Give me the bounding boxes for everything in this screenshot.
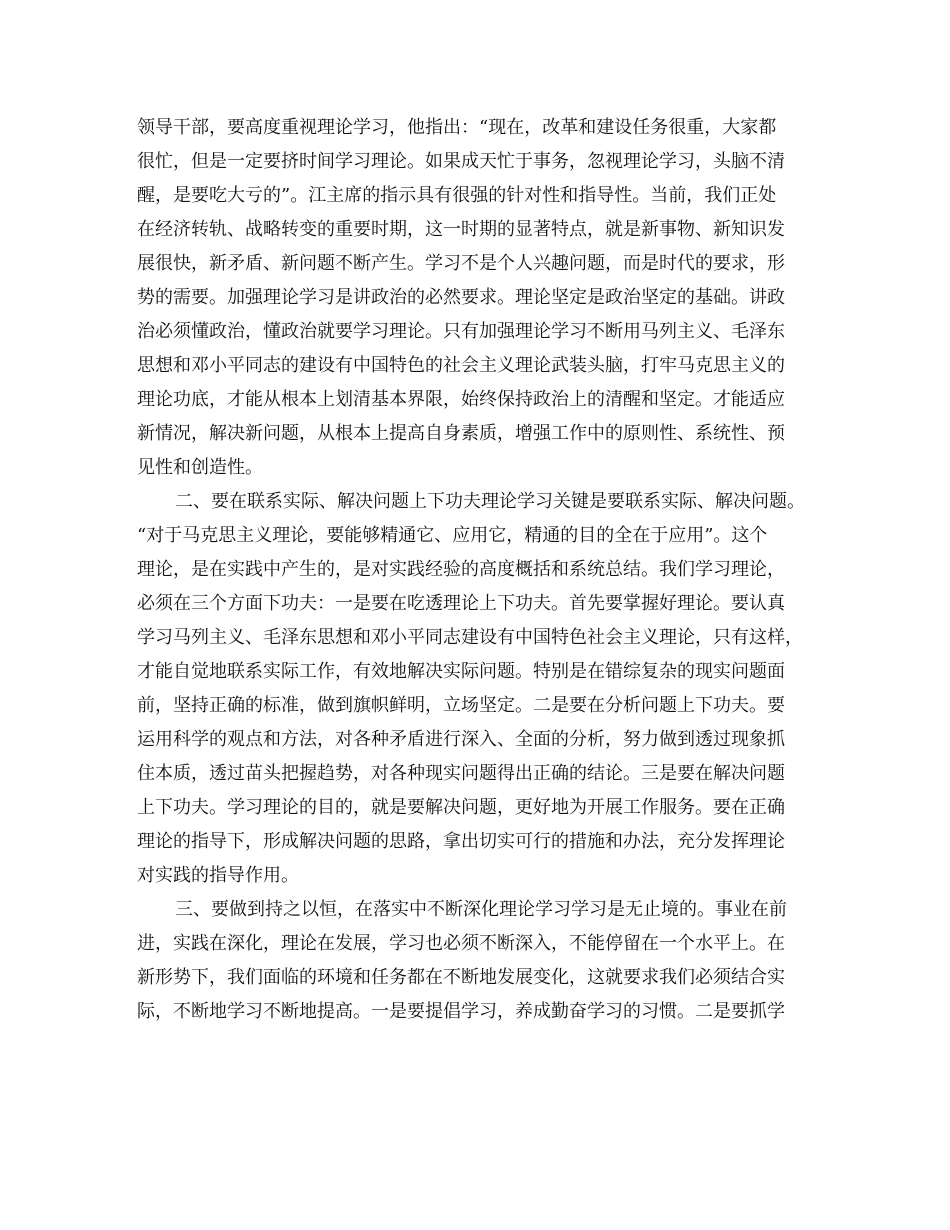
text-line: 进，实践在深化，理论在发展，学习也必须不断深入，不能停留在一个水平上。在 bbox=[137, 933, 785, 954]
text-line: 很忙，但是一定要挤时间学习理论。如果成天忙于事务，忽视理论学习，头脑不清 bbox=[137, 151, 785, 172]
text-line: 势的需要。加强理论学习是讲政治的必然要求。理论坚定是政治坚定的基础。讲政 bbox=[137, 287, 785, 308]
text-line: 醒，是要吃大亏的”。江主席的指示具有很强的针对性和指导性。当前，我们正处 bbox=[137, 185, 777, 206]
text-line: 住本质，透过苗头把握趋势，对各种现实问题得出正确的结论。三是要在解决问题 bbox=[137, 763, 785, 784]
text-line: 理论，是在实践中产生的，是对实践经验的高度概括和系统总结。我们学习理论， bbox=[137, 559, 785, 580]
text-line: 运用科学的观点和方法，对各种矛盾进行深入、全面的分析，努力做到透过现象抓 bbox=[137, 729, 785, 750]
text-line: 思想和邓小平同志的建设有中国特色的社会主义理论武装头脑，打牢马克思主义的 bbox=[137, 355, 785, 376]
text-line: 理论功底，才能从根本上划清基本界限，始终保持政治上的清醒和坚定。才能适应 bbox=[137, 389, 785, 410]
text-line: 展很快，新矛盾、新问题不断产生。学习不是个人兴趣问题，而是时代的要求，形 bbox=[137, 253, 785, 274]
text-line: 新情况，解决新问题，从根本上提高自身素质，增强工作中的原则性、系统性、预 bbox=[137, 423, 785, 444]
text-line: 前，坚持正确的标准，做到旗帜鲜明，立场坚定。二是要在分析问题上下功夫。要 bbox=[137, 695, 785, 716]
text-line: 上下功夫。学习理论的目的，就是要解决问题，更好地为开展工作服务。要在正确 bbox=[137, 797, 785, 818]
section-three-heading-line: 三、要做到持之以恒，在落实中不断深化理论学习学习是无止境的。事业在前 bbox=[175, 899, 787, 920]
text-line: 领导干部，要高度重视理论学习，他指出：“现在，改革和建设任务很重，大家都 bbox=[137, 117, 777, 138]
body-text bbox=[137, 111, 827, 1029]
text-line: 对实践的指导作用。 bbox=[137, 865, 299, 886]
text-line: 理论的指导下，形成解决问题的思路，拿出切实可行的措施和办法，充分发挥理论 bbox=[137, 831, 785, 852]
text-line: “对于马克思主义理论，要能够精通它、应用它，精通的目的全在于应用”。这个 bbox=[137, 525, 768, 546]
text-line: 学习马列主义、毛泽东思想和邓小平同志建设有中国特色社会主义理论，只有这样， bbox=[137, 627, 803, 648]
section-two-heading-line: 二、要在联系实际、解决问题上下功夫理论学习关键是要联系实际、解决问题。 bbox=[175, 491, 805, 512]
text-line: 见性和创造性。 bbox=[137, 457, 263, 478]
text-line: 新形势下，我们面临的环境和任务都在不断地发展变化，这就要求我们必须结合实 bbox=[137, 967, 785, 988]
text-line: 际，不断地学习不断地提高。一是要提倡学习，养成勤奋学习的习惯。二是要抓学 bbox=[137, 1001, 785, 1022]
text-line: 必须在三个方面下功夫：一是要在吃透理论上下功夫。首先要掌握好理论。要认真 bbox=[137, 593, 785, 614]
text-line: 在经济转轨、战略转变的重要时期，这一时期的显著特点，就是新事物、新知识发 bbox=[137, 219, 785, 240]
text-line: 治必须懂政治，懂政治就要学习理论。只有加强理论学习不断用马列主义、毛泽东 bbox=[137, 321, 785, 342]
text-line: 才能自觉地联系实际工作，有效地解决实际问题。特别是在错综复杂的现实问题面 bbox=[137, 661, 785, 682]
